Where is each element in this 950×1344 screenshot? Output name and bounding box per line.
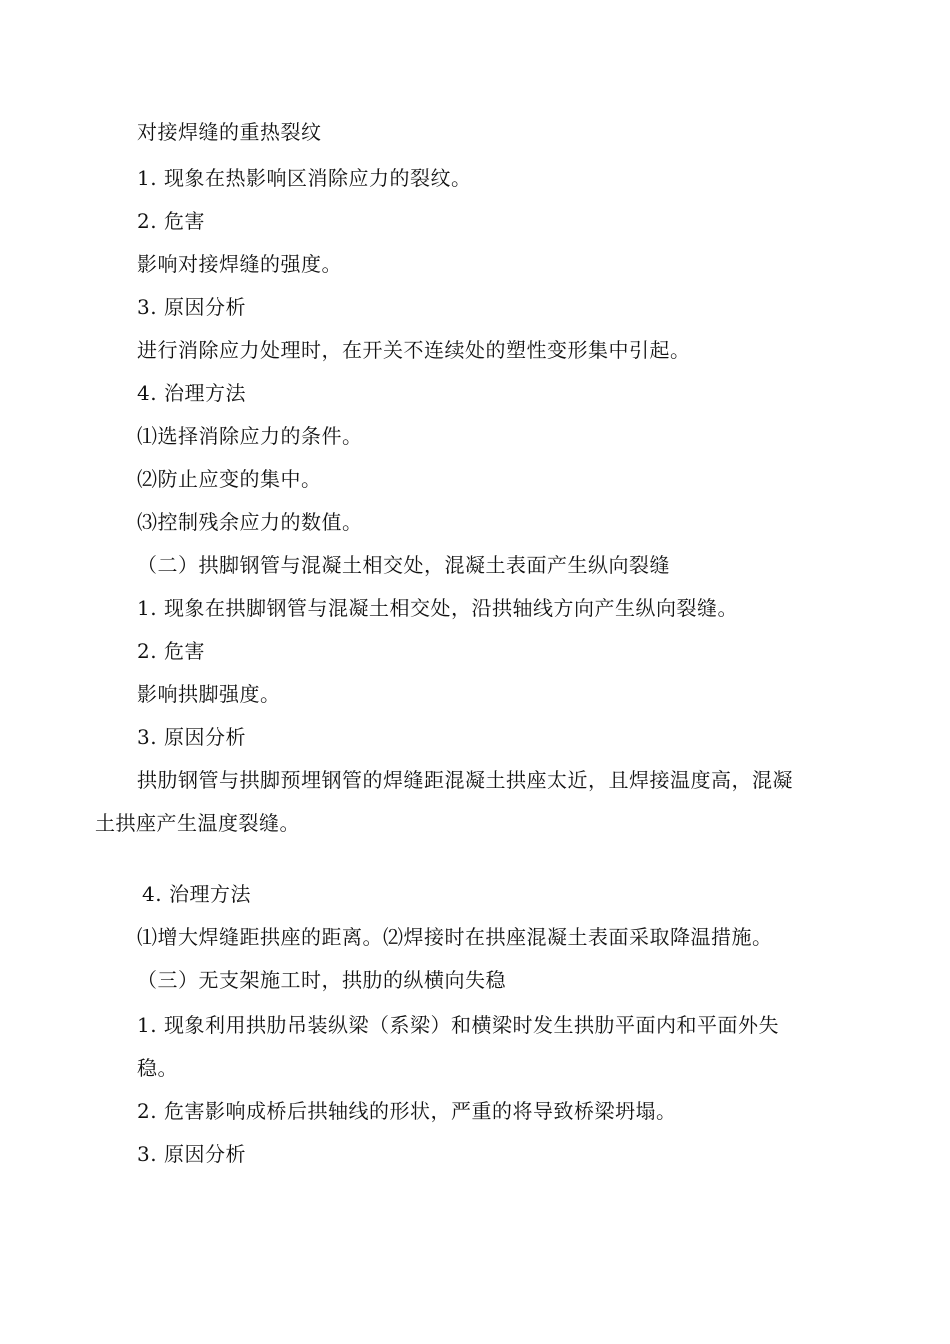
list-item-treatment-3: ⑶控制残余应力的数值。 [137,510,363,534]
paragraph-cause: 拱肋钢管与拱脚预埋钢管的焊缝距混凝土拱座太近，且焊接温度高，混凝 [137,768,793,792]
item-hazard: 2. 危害影响成桥后拱轴线的形状，严重的将导致桥梁坍塌。 [137,1099,677,1123]
list-item-treatment-1: ⑴选择消除应力的条件。 [137,424,363,448]
item-phenomenon-continued: 稳。 [137,1056,178,1080]
item-cause: 3. 原因分析 [137,1142,246,1166]
paragraph-hazard: 影响拱脚强度。 [137,682,281,706]
item-hazard: 2. 危害 [137,209,205,233]
item-cause: 3. 原因分析 [137,295,246,319]
item-treatment: 4. 治理方法 [142,882,251,906]
section-title-reheat-crack: 对接焊缝的重热裂纹 [137,120,322,144]
item-cause: 3. 原因分析 [137,725,246,749]
item-phenomenon: 1. 现象利用拱肋吊装纵梁（系梁）和横梁时发生拱肋平面内和平面外失 [137,1013,779,1037]
section-title-arch-foot-crack: （二）拱脚钢管与混凝土相交处，混凝土表面产生纵向裂缝 [137,553,670,577]
item-phenomenon: 1. 现象在拱脚钢管与混凝土相交处，沿拱轴线方向产生纵向裂缝。 [137,596,738,620]
paragraph-hazard: 影响对接焊缝的强度。 [137,252,342,276]
paragraph-cause-continued: 土拱座产生温度裂缝。 [95,811,300,835]
item-phenomenon: 1. 现象在热影响区消除应力的裂纹。 [137,166,472,190]
item-hazard: 2. 危害 [137,639,205,663]
list-item-treatment-2: ⑵防止应变的集中。 [137,467,322,491]
paragraph-cause: 进行消除应力处理时，在开关不连续处的塑性变形集中引起。 [137,338,691,362]
section-title-arch-rib-instability: （三）无支架施工时，拱肋的纵横向失稳 [137,968,506,992]
item-treatment: 4. 治理方法 [137,381,246,405]
paragraph-treatment: ⑴增大焊缝距拱座的距离。⑵焊接时在拱座混凝土表面采取降温措施。 [137,925,773,949]
